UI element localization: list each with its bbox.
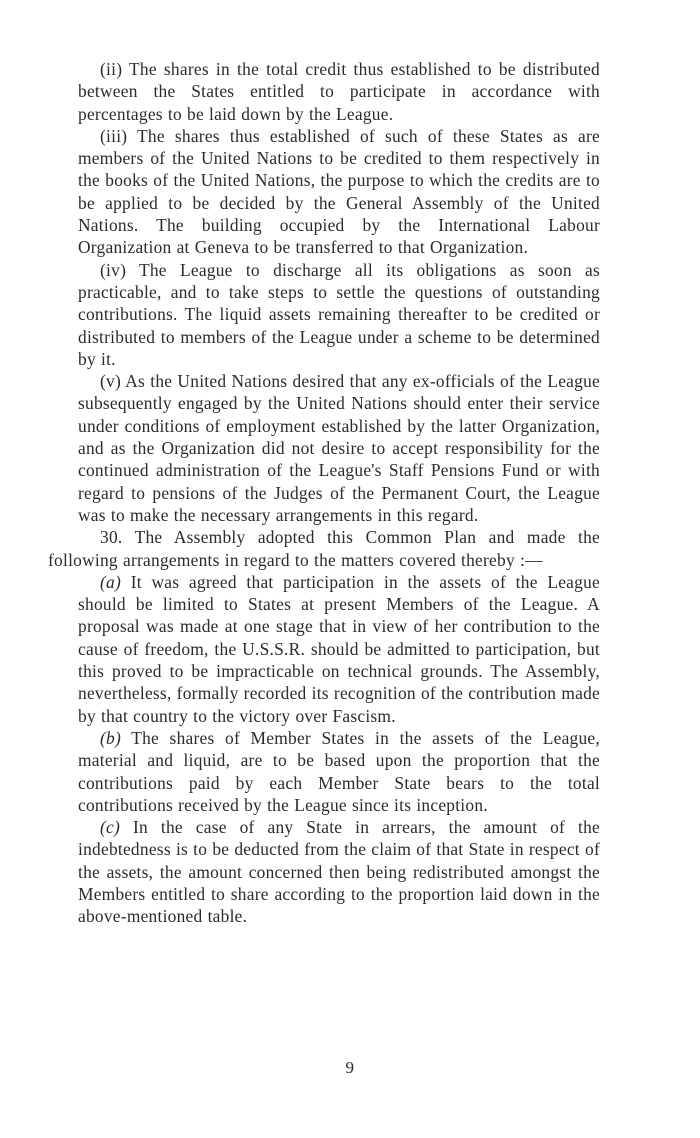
paragraph-iv: (iv) The League to discharge all its obligations as soon as practicable, and to take steps to settle the questions of outstanding contributions. The liquid assets remaining thereafter to be credited or distributed to members of the League under a scheme to be determined by it. (78, 259, 600, 369)
paragraph-v: (v) As the United Nations desired that any ex-officials of the League subsequently engaged by the United Nations should enter their service under conditions of employment established by the latter Organization, and as the Organization did not desire to accept responsibility for the continued administration of the League's Staff Pensions Fund or with regard to pensions of the Judges of the Permanent Court, the League was to make the necessary arrangements in this regard. (78, 371, 600, 525)
body-text (48, 58, 600, 928)
paragraph-b-letter: (b) (100, 727, 122, 748)
paragraph-b-text: The shares of Member States in the assets of the League, material and liquid, are to be based upon the proportion that the contributions paid by each Member State bears to the total contributions received by the League since its inception. (78, 727, 600, 815)
paragraph-c-text: In the case of any State in arrears, the amount of the indebtedness is to be deducted from the claim of that State in respect of the assets, the amount concerned then being redistributed amongst the Members entitled to share according to the proportion laid down in the above-mentioned table. (78, 817, 600, 927)
paragraph-c-letter: (c) (100, 817, 121, 838)
paragraph-b (78, 727, 600, 816)
paragraph-a-letter: (a) (100, 571, 122, 592)
paragraph-a (78, 571, 600, 727)
page-number: 9 (345, 1058, 355, 1077)
paragraph-30: 30. The Assembly adopted this Common Plan and made the following arrangements in regard to the matters covered thereby :— (48, 527, 600, 570)
paragraph-ii: (ii) The shares in the total credit thus established to be distributed between the States entitled to participate in accordance with percentages to be laid down by the League. (78, 59, 600, 124)
paragraph-iii: (iii) The shares thus established of such of these States as are members of the United Nations to be credited to them respectively in the books of the United Nations, the purpose to which the credits are to be applied to be decided by the General Assembly of the United Nations. The building occupied by the International Labour Organization at Geneva to be transferred to that Organization. (78, 125, 600, 258)
paragraph-a-text: It was agreed that participation in the assets of the League should be limited to States at present Members of the League. A proposal was made at one stage that in view of her contribution to the cause of freedom, the U.S.S.R. should be admitted to participation, but this proved to be impracticable on technical grounds. The Assembly, nevertheless, formally recorded its recognition of the contribution made by that country to the victory over Fascism. (78, 571, 600, 726)
paragraph-c (78, 816, 600, 927)
